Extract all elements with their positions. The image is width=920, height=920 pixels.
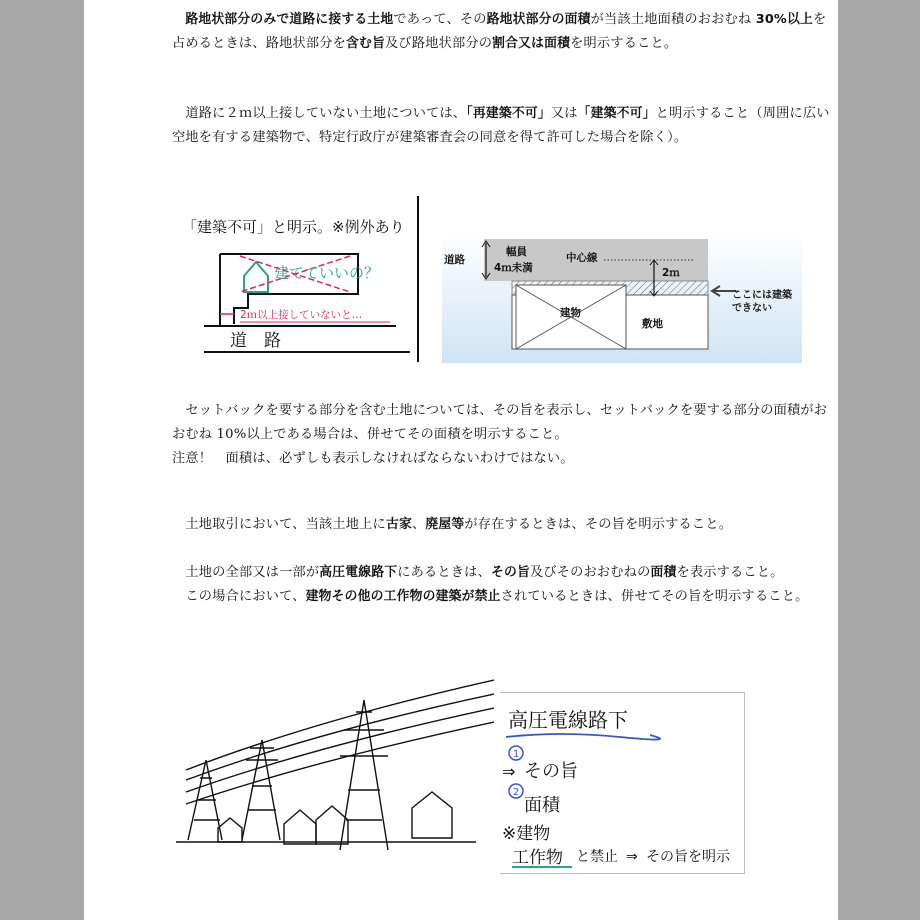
bold-term: 30%以上 bbox=[755, 12, 813, 27]
width-label: 幅員 bbox=[506, 246, 527, 258]
sketch-frontage-text: 2ｍ以上接していないと… bbox=[240, 309, 363, 321]
svg-text:2: 2 bbox=[513, 787, 520, 798]
caution-note: 注意！ 面積は、必ずしも表示しなければならないわけではない。 bbox=[172, 451, 574, 466]
setback-distance: 2ｍ bbox=[662, 267, 680, 279]
bold-term: 路地状部分の面積 bbox=[486, 12, 591, 27]
document-page bbox=[84, 0, 838, 920]
centerline-label: 中心線 bbox=[566, 252, 598, 264]
note-line2: できない bbox=[732, 303, 772, 314]
width-value: 4ｍ未満 bbox=[494, 262, 533, 274]
bold-term: 含む旨 bbox=[346, 36, 386, 51]
memo-note-prohibit: と禁止 bbox=[576, 849, 618, 865]
setback-diagram bbox=[442, 231, 802, 363]
bold-term: 廃屋等 bbox=[425, 517, 465, 532]
memo-arrow-item1: ⇒ bbox=[502, 762, 516, 781]
sketch-title: 「建築不可」と明示。※例外あり bbox=[182, 218, 405, 236]
bold-term: 「建築不可」 bbox=[577, 106, 656, 121]
bold-term: 面積 bbox=[650, 565, 677, 580]
road-label: 道路 bbox=[444, 254, 465, 266]
paragraph-no-frontage: 道路に２ｍ以上接していない土地については、「再建築不可」又は「建築不可」と明示すること（周囲に広い空地を有する建築物で、特定行政庁が建築審査会の同意を得て許可した場合を除く）。 bbox=[172, 106, 830, 145]
bold-term: 路地状部分のみで道路に接する土地 bbox=[185, 12, 394, 27]
bold-term: 割合又は面積 bbox=[492, 36, 571, 51]
memo-item1: その旨 bbox=[524, 761, 578, 782]
svg-text:1: 1 bbox=[513, 749, 520, 760]
paragraph-old-house: 土地取引において、当該土地上に古家、廃屋等が存在するときは、その旨を明示すること。 bbox=[185, 517, 733, 532]
memo-arrow-note: ⇒ bbox=[626, 849, 638, 865]
paragraph-power-line: 土地の全部又は一部が高圧電線路下にあるときは、その旨及びそのおおむねの面積を表示すること。 この場合において、建物その他の工作物の建築が禁止されているときは、併せてその旨を明示すること。 bbox=[185, 565, 809, 604]
bold-term: 古家 bbox=[385, 517, 412, 532]
bold-term: 「再建築不可」 bbox=[466, 106, 551, 121]
bold-term: 建物その他の工作物の建築が禁止 bbox=[305, 589, 501, 604]
memo-note-building: ※建物 bbox=[502, 824, 551, 844]
sketch-road-label: 道 路 bbox=[230, 331, 281, 351]
memo-note-structure: 工作物 bbox=[512, 848, 563, 868]
paragraph-alley-land: 路地状部分のみで道路に接する土地であって、その路地状部分の面積が当該土地面積のおおむね 30%以上を占めるときは、路地状部分を含む旨及び路地状部分の割合又は面積を明示すること。 bbox=[172, 12, 827, 51]
memo-item2: 面積 bbox=[524, 795, 560, 816]
site-label: 敷地 bbox=[642, 318, 663, 330]
memo-title: 高圧電線路下 bbox=[508, 708, 628, 732]
note-line1: ここには建築 bbox=[732, 290, 792, 301]
power-line-sketch bbox=[176, 660, 494, 875]
bold-term: 高圧電線路下 bbox=[319, 565, 398, 580]
paragraph-setback: セットバックを要する部分を含む土地については、その旨を表示し、セットバックを要する部分の面積がおおむね 10%以上である場合は、併せてその面積を明示すること。 注意！ 面積は、必ずしも表示しなければならないわけではない。 bbox=[172, 403, 828, 466]
sketch-no-building-figure bbox=[180, 196, 425, 362]
memo-note-display: その旨を明示 bbox=[646, 849, 730, 865]
sketch-house-text: 建てていいの？ bbox=[274, 264, 380, 282]
bold-term: その旨 bbox=[490, 565, 530, 580]
building-label: 建物 bbox=[560, 307, 581, 319]
memo-card bbox=[500, 692, 745, 874]
